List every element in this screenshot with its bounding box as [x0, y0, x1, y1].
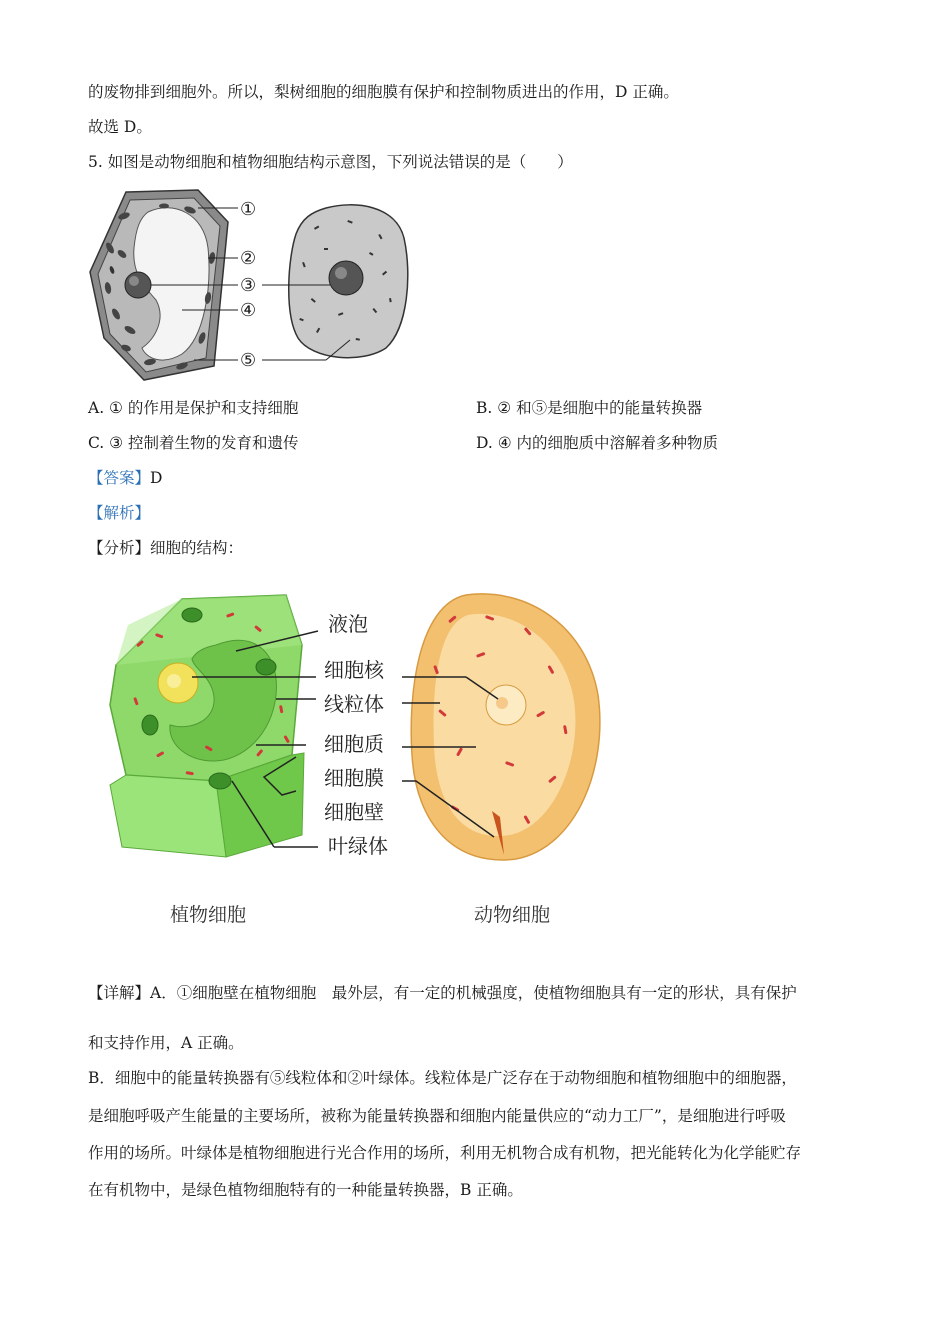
- option-d: D. ④ 内的细胞质中溶解着多种物质: [476, 434, 719, 452]
- label-3: ③: [240, 275, 257, 296]
- answer-tag: 【答案】: [88, 469, 151, 487]
- answer-value: D: [150, 469, 163, 487]
- detail-line: 和支持作用，A 正确。: [88, 1034, 244, 1052]
- plant-nucleus: [125, 272, 151, 298]
- label-nucleus: 细胞核: [324, 658, 384, 682]
- label-5: ⑤: [240, 350, 257, 371]
- option-b: B. ② 和⑤是细胞中的能量转换器: [476, 399, 703, 417]
- animal-nucleus: [329, 261, 363, 295]
- label-vacuole: 液泡: [328, 612, 368, 636]
- label-4: ④: [240, 300, 257, 321]
- option-c: C. ③ 控制着生物的发育和遗传: [88, 434, 299, 452]
- label-membrane: 细胞膜: [324, 766, 384, 790]
- label-mitochondria: 线粒体: [324, 692, 384, 716]
- answer-line: [88, 468, 162, 488]
- detail-line: 在有机物中，是绿色植物细胞特有的一种能量转换器，B 正确。: [88, 1181, 523, 1199]
- question-stem: 5. 如图是动物细胞和植物细胞结构示意图，下列说法错误的是（ ）: [88, 153, 573, 171]
- analysis-intro: 【分析】细胞的结构：: [88, 539, 244, 557]
- label-cytoplasm: 细胞质: [324, 732, 384, 756]
- detail-line: 作用的场所。叶绿体是植物细胞进行光合作用的场所，利用无机物合成有机物，把光能转化为化学能贮存: [88, 1144, 802, 1162]
- label-wall: 细胞壁: [324, 800, 384, 824]
- paragraph-line: 的废物排到细胞外。所以，梨树细胞的细胞膜有保护和控制物质进出的作用，D 正确。: [88, 83, 679, 101]
- label-chloroplast: 叶绿体: [328, 834, 388, 858]
- option-a: A. ① 的作用是保护和支持细胞: [88, 399, 299, 417]
- plant-cell-caption: 植物细胞: [170, 904, 247, 926]
- analysis-tag: 【解析】: [88, 504, 151, 522]
- detail-line: B．细胞中的能量转换器有⑤线粒体和②叶绿体。线粒体是广泛存在于动物细胞和植物细胞中的细胞器，: [88, 1069, 797, 1087]
- animal-cell-caption: 动物细胞: [474, 904, 551, 926]
- plant-cell-front: [110, 775, 226, 857]
- paragraph-line: 故选 D。: [88, 118, 152, 136]
- label-1: ①: [240, 199, 257, 220]
- detail-line: 【详解】A．①细胞壁在植物细胞 最外层，有一定的机械强度，使植物细胞具有一定的形状，具有保护: [88, 984, 797, 1002]
- label-2: ②: [240, 248, 257, 269]
- detail-line: 是细胞呼吸产生能量的主要场所，被称为能量转换器和细胞内能量供应的“动力工厂”，是细胞进行呼吸: [88, 1107, 786, 1125]
- cell-structure-figure: [96, 585, 616, 875]
- cell-schematic-figure: [86, 188, 416, 383]
